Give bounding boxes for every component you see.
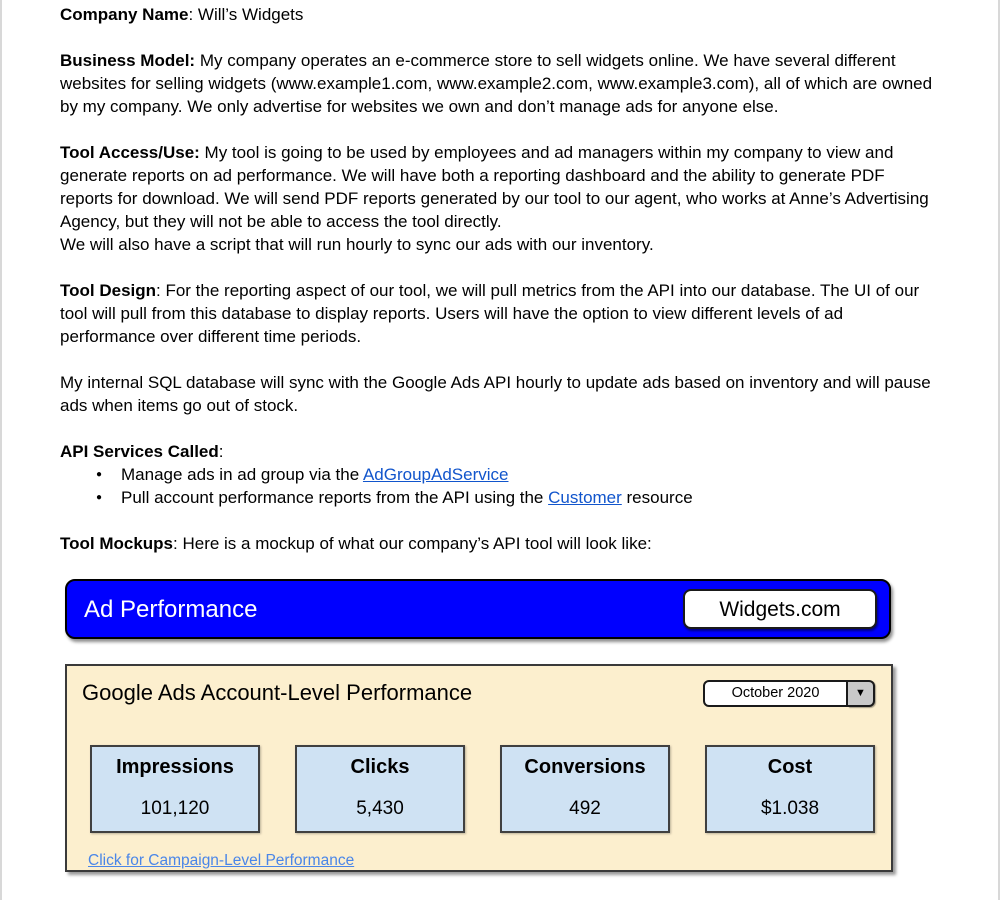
month-dropdown-value[interactable]: October 2020 xyxy=(703,680,848,707)
metric-value: 101,120 xyxy=(140,798,210,819)
bullet-icon: ● xyxy=(96,492,103,503)
bullet-text xyxy=(121,463,940,486)
document-content xyxy=(2,0,998,872)
month-dropdown[interactable] xyxy=(703,680,875,707)
campaign-level-performance-link[interactable]: Click for Campaign-Level Performance xyxy=(88,852,355,869)
api-services-heading xyxy=(60,440,940,463)
tool-design-text: : For the reporting aspect of our tool, we will pull metrics from the API into our database. The UI of our tool will pull from this database to display reports. Users will have the option to view different levels of ad performance over different time periods. xyxy=(60,281,920,346)
metric-value: $1.038 xyxy=(760,798,820,819)
metric-card-clicks xyxy=(295,745,465,833)
api-services-label: API Services Called xyxy=(60,442,219,461)
paragraph-tool-design xyxy=(60,279,940,348)
dropdown-arrow-button[interactable] xyxy=(848,680,875,707)
company-name-value: : Will’s Widgets xyxy=(188,5,304,24)
metric-card-cost xyxy=(705,745,875,833)
business-model-text: My company operates an e-commerce store to sell widgets online. We have several different websites for selling widgets (www.example1.com, www.example2.com, www.example3.com), all of which are owned by my company. We only advertise for websites we own and don’t manage ads for anyone else. xyxy=(60,51,933,116)
bullet-post-text: resource xyxy=(621,488,693,507)
section-api-services xyxy=(60,440,940,509)
list-item xyxy=(60,463,940,486)
metric-label: Clicks xyxy=(350,756,410,778)
business-model-label: Business Model: xyxy=(60,51,196,70)
metric-cards-row xyxy=(90,745,875,833)
panel-header-row xyxy=(82,680,875,707)
tool-mockups-label: Tool Mockups xyxy=(60,534,174,553)
panel-title: Google Ads Account-Level Performance xyxy=(82,680,473,705)
metric-card-conversions xyxy=(500,745,670,833)
metric-label: Conversions xyxy=(524,756,646,778)
mockup-app-title: Ad Performance xyxy=(84,595,258,623)
bullet-icon: ● xyxy=(96,469,103,480)
bullet-text xyxy=(121,486,940,509)
paragraph-tool-mockups xyxy=(60,532,940,555)
bullet-pre-text: Manage ads in ad group via the xyxy=(121,465,363,484)
tool-access-line2: We will also have a script that will run hourly to sync our ads with our inventory. xyxy=(60,235,654,254)
list-item xyxy=(60,486,940,509)
tool-mockups-text: : Here is a mockup of what our company’s API tool will look like: xyxy=(173,534,652,553)
company-name-label: Company Name xyxy=(60,5,189,24)
tool-access-label: Tool Access/Use: xyxy=(60,143,200,162)
adgroupadservice-link[interactable]: AdGroupAdService xyxy=(362,465,509,484)
paragraph-tool-access xyxy=(60,141,940,256)
account-performance-panel xyxy=(65,664,893,872)
metric-label: Cost xyxy=(767,756,813,778)
chevron-down-icon: ▼ xyxy=(855,687,866,699)
paragraph-company-name xyxy=(60,3,940,26)
customer-resource-link[interactable]: Customer xyxy=(548,488,622,507)
api-services-colon: : xyxy=(218,442,224,461)
metric-card-impressions xyxy=(90,745,260,833)
metric-value: 492 xyxy=(569,798,601,819)
paragraph-sql-sync: My internal SQL database will sync with the Google Ads API hourly to update ads based on inventory and will pause ads when items go out of stock. xyxy=(60,373,931,415)
widgets-site-button[interactable]: Widgets.com xyxy=(683,589,877,629)
metric-value: 5,430 xyxy=(356,798,404,819)
bullet-pre-text: Pull account performance reports from the API using the xyxy=(121,488,549,507)
tool-design-label: Tool Design xyxy=(60,281,157,300)
tool-access-text: My tool is going to be used by employees and ad managers within my company to view and generate reports on ad performance. We will have both a reporting dashboard and the ability to generate PDF reports for download. We will send PDF reports generated by our tool to our agent, who works at Anne’s Advertising Agency, but they will not be able to access the tool directly. xyxy=(60,143,929,231)
metric-label: Impressions xyxy=(116,756,234,778)
paragraph-business-model xyxy=(60,49,940,118)
mockup-header-bar xyxy=(65,579,891,639)
